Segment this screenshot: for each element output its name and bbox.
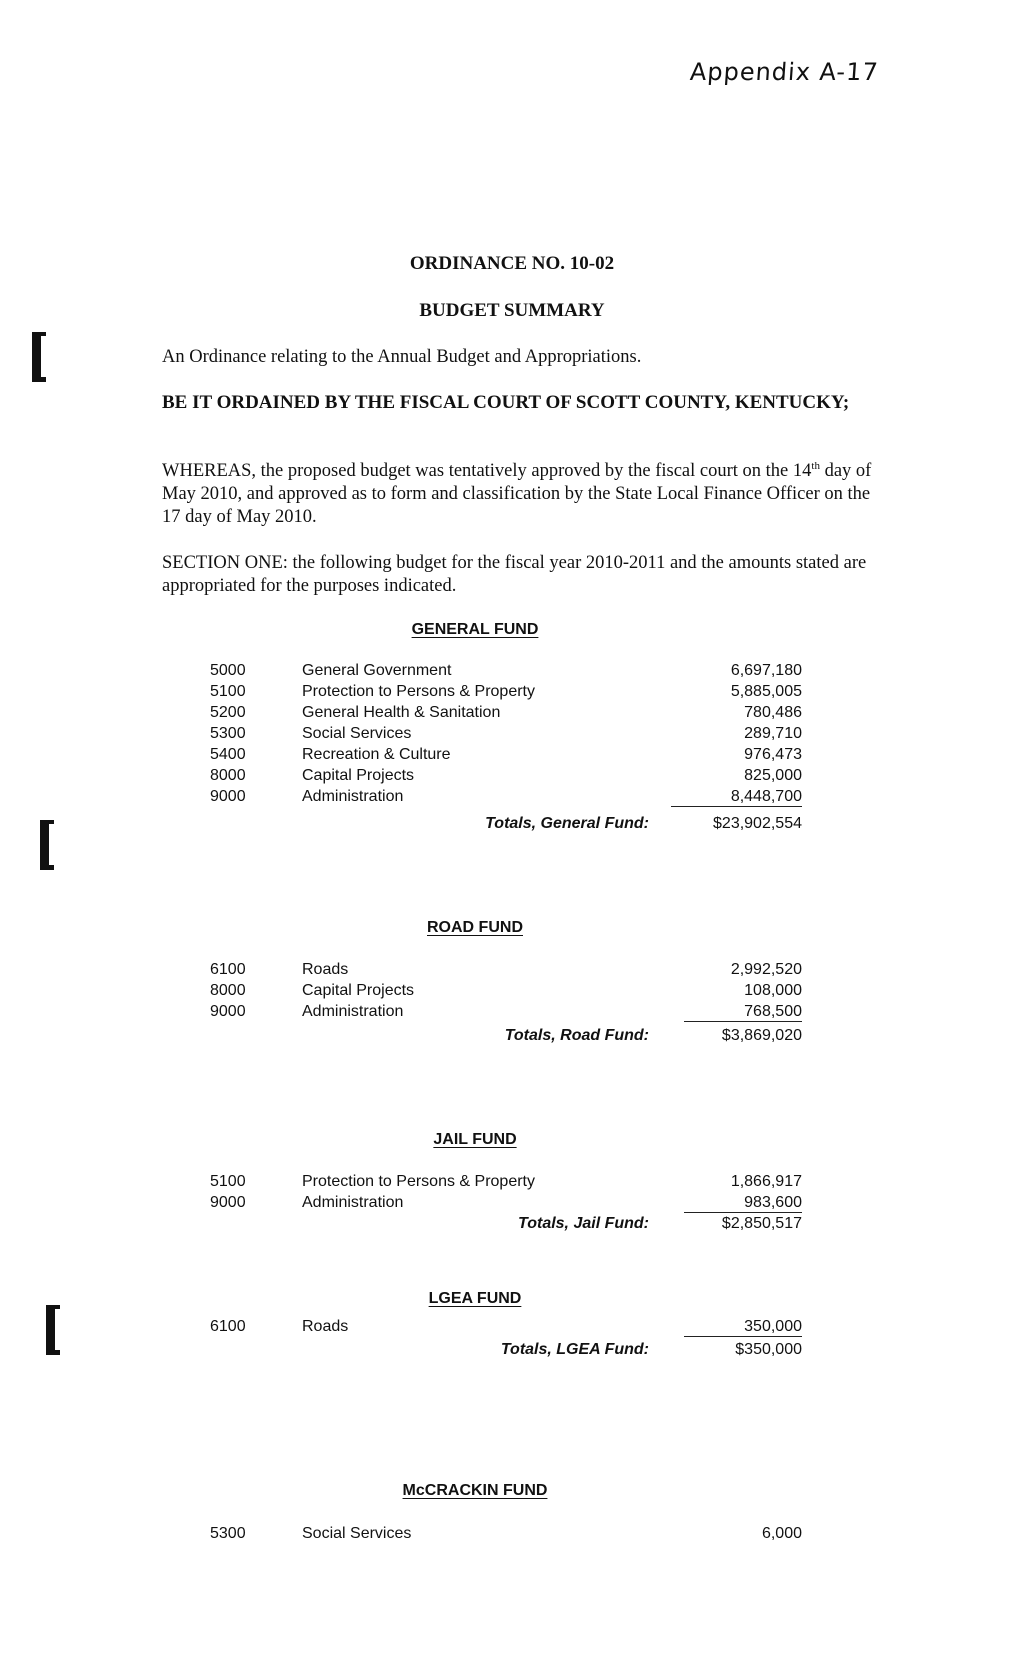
whereas-text-2: day of May 2010, and approved as to form and classification by the State Local Finance Officer on the 17 day of May 2010.	[162, 461, 872, 527]
account-description: Administration	[302, 1003, 404, 1020]
general-fund-title: GENERAL FUND	[411, 621, 539, 638]
total-label: Totals, Road Fund:	[504, 1027, 649, 1044]
appropriation-amount: 983,600	[684, 1194, 802, 1213]
account-code: 5000	[210, 662, 246, 679]
ordinal-suffix: th	[811, 459, 820, 472]
appropriation-amount: 780,486	[744, 704, 802, 721]
appropriation-amount: 5,885,005	[730, 683, 802, 700]
account-code: 5200	[210, 704, 246, 721]
account-description: Social Services	[302, 1525, 412, 1542]
total-label: Totals, LGEA Fund:	[500, 1341, 649, 1358]
account-description: General Health & Sanitation	[302, 704, 501, 721]
account-description: Protection to Persons & Property	[302, 683, 535, 700]
road-fund-title: ROAD FUND	[427, 919, 523, 936]
budget-line-row	[0, 704, 1024, 725]
appropriation-amount: 976,473	[744, 746, 802, 763]
account-description: Roads	[302, 961, 349, 978]
account-description: Recreation & Culture	[302, 746, 451, 763]
budget-line-row	[0, 1318, 1024, 1339]
account-description: Capital Projects	[302, 982, 415, 999]
budget-line-row	[0, 1525, 1024, 1546]
appropriation-amount: 6,697,180	[730, 662, 802, 679]
appropriation-amount: 6,000	[761, 1525, 802, 1542]
appropriation-amount: 350,000	[684, 1318, 802, 1337]
budget-line-row	[0, 746, 1024, 767]
total-amount: $3,869,020	[721, 1027, 802, 1044]
total-amount: $350,000	[735, 1341, 802, 1358]
whereas-paragraph	[162, 460, 882, 529]
total-amount: $23,902,554	[713, 815, 802, 832]
account-description: Roads	[302, 1318, 349, 1335]
appropriation-amount: 1,866,917	[730, 1173, 802, 1190]
ordained-clause: BE IT ORDAINED BY THE FISCAL COURT OF SCOTT COUNTY, KENTUCKY;	[162, 392, 850, 413]
account-description: Capital Projects	[302, 767, 415, 784]
mccrackin-fund-title: McCRACKIN FUND	[402, 1482, 548, 1499]
account-code: 5400	[210, 746, 246, 763]
appropriation-amount: 2,992,520	[730, 961, 802, 978]
lgea-fund-title: LGEA FUND	[428, 1290, 522, 1307]
appropriation-amount: 8,448,700	[671, 788, 802, 807]
budget-line-row	[0, 725, 1024, 746]
account-code: 8000	[210, 982, 246, 999]
account-description: Administration	[302, 788, 404, 805]
total-label: Totals, Jail Fund:	[518, 1215, 649, 1232]
budget-summary-heading: BUDGET SUMMARY	[419, 300, 605, 321]
account-code: 9000	[210, 1003, 246, 1020]
binding-bracket-mark	[32, 332, 46, 382]
budget-line-row	[0, 1173, 1024, 1194]
appropriation-amount: 289,710	[744, 725, 802, 742]
budget-line-row	[0, 961, 1024, 982]
account-code: 6100	[210, 1318, 246, 1335]
budget-line-row	[0, 1194, 1024, 1215]
budget-line-row	[0, 1003, 1024, 1024]
intro-paragraph: An Ordinance relating to the Annual Budget and Appropriations.	[162, 347, 642, 367]
account-code: 9000	[210, 788, 246, 805]
budget-line-row	[0, 788, 1024, 809]
budget-line-row	[0, 767, 1024, 788]
budget-line-row	[0, 683, 1024, 704]
account-code: 5300	[210, 725, 246, 742]
jail-fund-title: JAIL FUND	[433, 1131, 517, 1148]
account-description: Social Services	[302, 725, 412, 742]
account-code: 5100	[210, 1173, 246, 1190]
account-code: 8000	[210, 767, 246, 784]
account-code: 9000	[210, 1194, 246, 1211]
binding-bracket-mark	[40, 820, 54, 870]
budget-line-row	[0, 982, 1024, 1003]
account-code: 5100	[210, 683, 246, 700]
handwritten-appendix-label: Appendix A-17	[689, 58, 880, 86]
account-description: Protection to Persons & Property	[302, 1173, 535, 1190]
appropriation-amount: 108,000	[744, 982, 802, 999]
appropriation-amount: 768,500	[684, 1003, 802, 1022]
account-code: 5300	[210, 1525, 246, 1542]
total-amount: $2,850,517	[721, 1215, 802, 1232]
account-code: 6100	[210, 961, 246, 978]
account-description: Administration	[302, 1194, 404, 1211]
section-one-paragraph: SECTION ONE: the following budget for the fiscal year 2010-2011 and the amounts stated are appropriated for the purposes indicated.	[162, 553, 867, 596]
whereas-text-1: WHEREAS, the proposed budget was tentatively approved by the fiscal court on the 14	[162, 461, 812, 481]
ordinance-title: ORDINANCE NO. 10-02	[409, 253, 615, 274]
account-description: General Government	[302, 662, 452, 679]
appropriation-amount: 825,000	[744, 767, 802, 784]
total-label: Totals, General Fund:	[485, 815, 649, 832]
budget-line-row	[0, 662, 1024, 683]
